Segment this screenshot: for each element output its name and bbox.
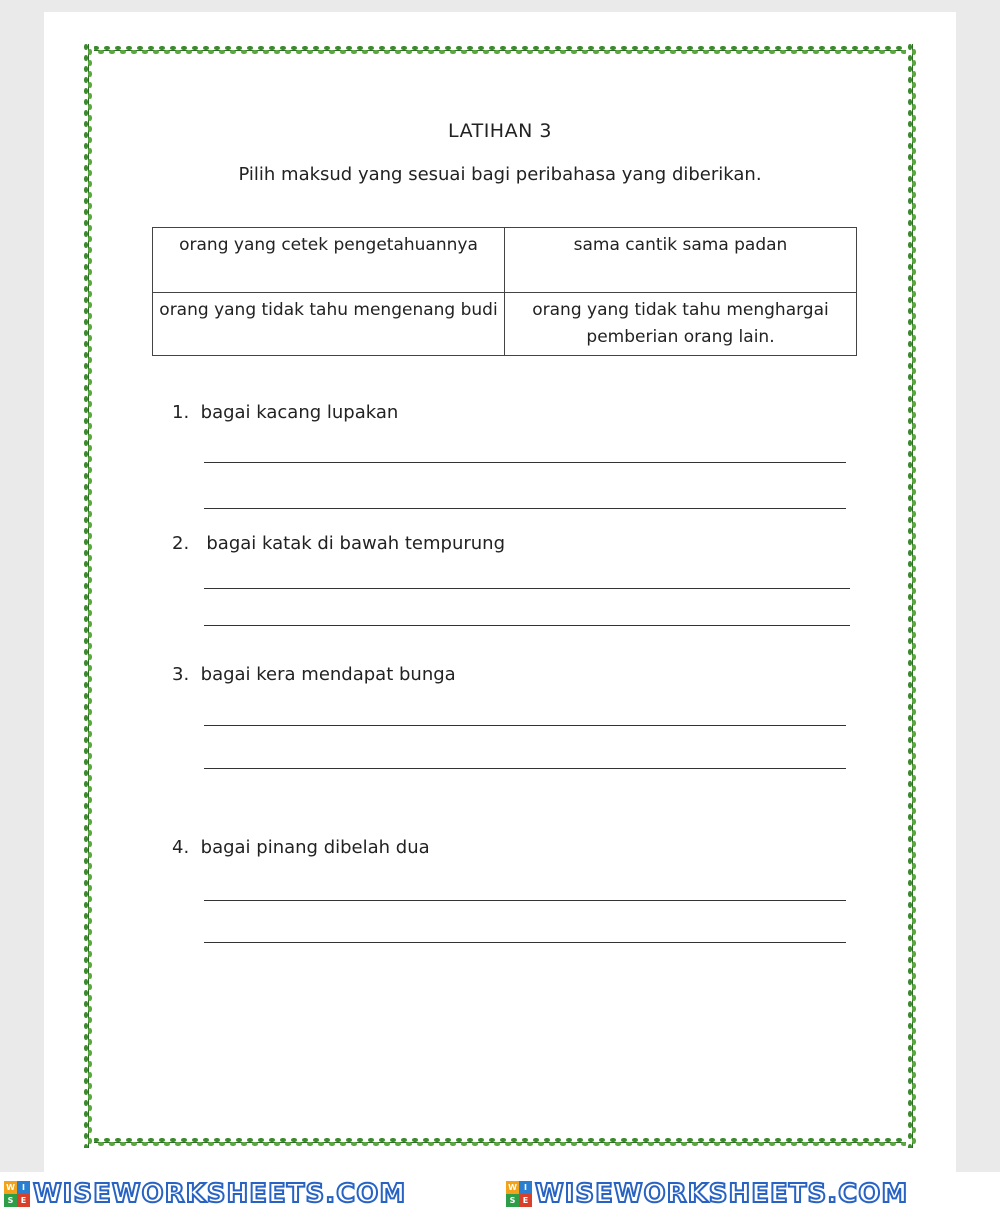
answer-line-3a[interactable] xyxy=(204,725,846,726)
question-4 xyxy=(172,837,430,858)
choices-row xyxy=(153,228,857,293)
vine-border-right xyxy=(906,44,918,1148)
worksheet-page xyxy=(44,12,956,1172)
answer-choices-table xyxy=(152,227,857,356)
answer-line-1b[interactable] xyxy=(204,508,846,509)
worksheet-instruction: Pilih maksud yang sesuai bagi peribahasa yang diberikan. xyxy=(238,164,762,185)
question-1 xyxy=(172,402,398,423)
choice-cell: sama cantik sama padan xyxy=(505,228,857,293)
wise-badge-icon: W I S E xyxy=(506,1181,532,1207)
worksheet-title: LATIHAN 3 xyxy=(448,120,552,142)
watermark-logo xyxy=(4,1179,406,1209)
vine-border-bottom xyxy=(82,1136,918,1148)
answer-line-2b[interactable] xyxy=(204,625,850,626)
question-number: 1. xyxy=(172,402,190,423)
question-3 xyxy=(172,664,456,685)
answer-line-4a[interactable] xyxy=(204,900,846,901)
choices-row xyxy=(153,293,857,356)
question-number: 3. xyxy=(172,664,190,685)
answer-line-1a[interactable] xyxy=(204,462,846,463)
choice-cell: orang yang tidak tahu mengenang budi xyxy=(153,293,505,356)
wise-badge-icon: W I S E xyxy=(4,1181,30,1207)
vine-border-left xyxy=(82,44,94,1148)
question-text: bagai kera mendapat bunga xyxy=(200,664,456,685)
question-2 xyxy=(172,533,505,554)
question-text: bagai katak di bawah tempurung xyxy=(206,533,505,554)
watermark-text: WISEWORKSHEETS.COM xyxy=(33,1179,407,1209)
answer-line-2a[interactable] xyxy=(204,588,850,589)
choice-cell: orang yang cetek pengetahuannya xyxy=(153,228,505,293)
choice-cell: orang yang tidak tahu menghargai pemberian orang lain. xyxy=(505,293,857,356)
answer-line-3b[interactable] xyxy=(204,768,846,769)
vine-border-top xyxy=(82,44,918,56)
question-number: 4. xyxy=(172,837,190,858)
watermark-footer xyxy=(0,1172,1000,1215)
watermark-logo xyxy=(506,1179,908,1209)
question-number: 2. xyxy=(172,533,190,554)
question-text: bagai pinang dibelah dua xyxy=(200,837,430,858)
question-text: bagai kacang lupakan xyxy=(200,402,399,423)
answer-line-4b[interactable] xyxy=(204,942,846,943)
watermark-text: WISEWORKSHEETS.COM xyxy=(535,1179,909,1209)
